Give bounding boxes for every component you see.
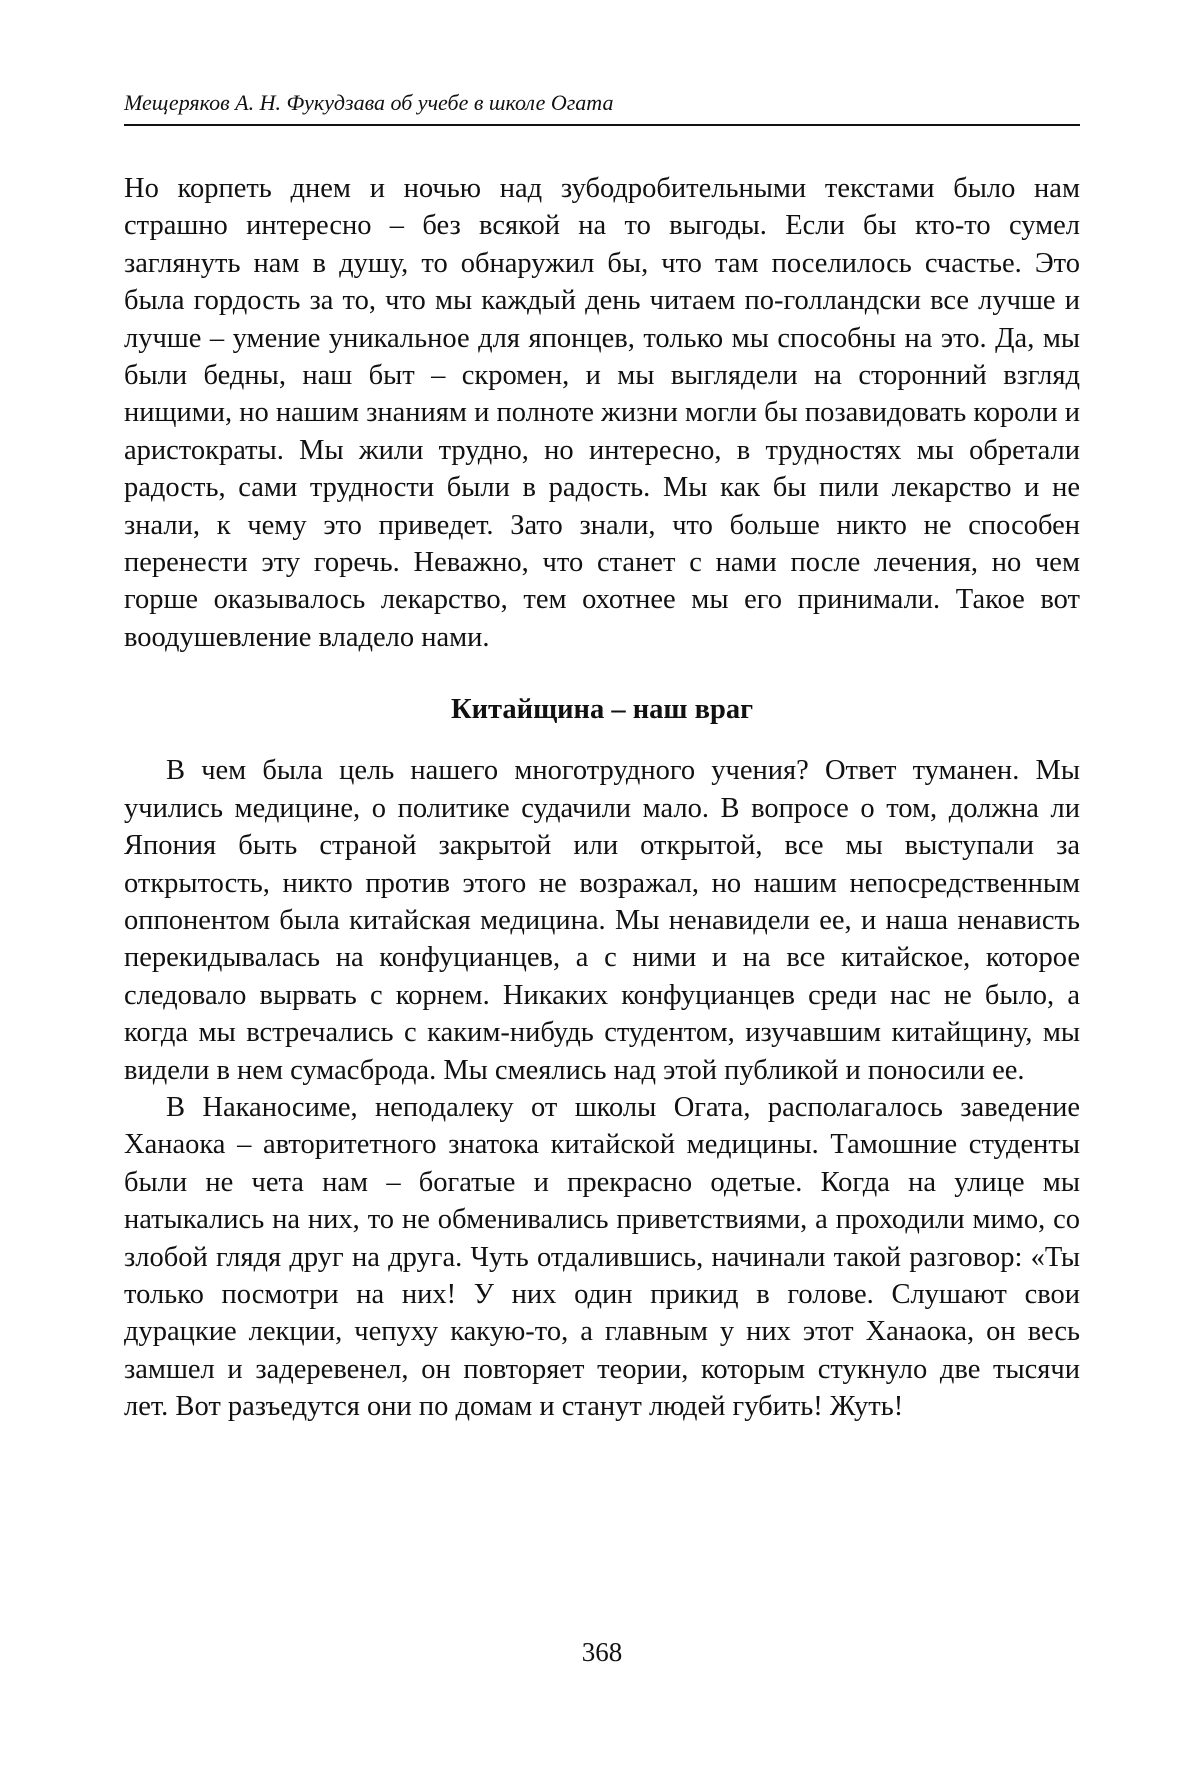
page-number: 368 [581,1637,623,1667]
running-header: Мещеряков А. Н. Фукудзава об учебе в школе Огата [124,88,1080,126]
body-text [124,170,1080,1426]
paragraph: В чем была цель нашего многотрудного учения? Ответ туманен. Мы учились медицине, о политике судачили мало. В вопросе о том, должна ли Япония быть страной закрытой или открытой, все мы выступали за открытость, никто против этого не возражал, но нашим непосредственным оппонентом была китайская медицина. Мы ненавидели ее, и наша ненависть перекидывалась на конфуцианцев, а с ними и на все китайское, которое следовало вырвать с корнем. Никаких конфуцианцев среди нас не было, а когда мы встречались с каким-нибудь студентом, изучавшим китайщину, мы видели в нем сумасброда. Мы смеялись над этой публикой и поносили ее. [124,755,1080,1086]
paragraph: В Наканосиме, неподалеку от школы Огата, располагалось заведение Ханаока – авторитетного знатока китайской медицины. Тамошние студенты были не чета нам – богатые и прекрасно одетые. Когда на улице мы натыкались на них, то не обменивались приветствиями, а проходили мимо, со злобой глядя друг на друга. Чуть отдалившись, начинали такой разговор: «Ты только посмотри на них! У них один прикид в голове. Слушают свои дурацкие лекции, чепуху какую-то, а главным у них этот Ханаока, он весь замшел и задеревенел, он повторяет теории, которым стукнуло две тысячи лет. Вот разъедутся они по домам и станут людей губить! Жуть! [124,1091,1080,1423]
section-heading: Китайщина – наш враг [450,694,754,726]
paragraph: Но корпеть днем и ночью над зубодробительными текстами было нам страшно интересно – без всякой на то выгоды. Если бы кто-то сумел заглянуть нам в душу, то обнаружил бы, что там поселилось счастье. Это была гордость за то, что мы каждый день читаем по-голландски все лучше и лучше – умение уникальное для японцев, только мы способны на это. Да, мы были бедны, наш быт – скромен, и мы выглядели на сторонний взгляд нищими, но нашим знаниям и полноте жизни могли бы позавидовать короли и аристократы. Мы жили трудно, но интересно, в трудностях мы обретали радость, сами трудности были в радость. Мы как бы пили лекарство и не знали, к чему это приведет. Зато знали, что больше никто не способен перенести эту горечь. Неважно, что станет с нами после лечения, но чем горше оказывалось лекарство, тем охотнее мы его принимали. Такое вот воодушевление владело нами. [124,173,1080,653]
book-page [124,88,1080,1738]
